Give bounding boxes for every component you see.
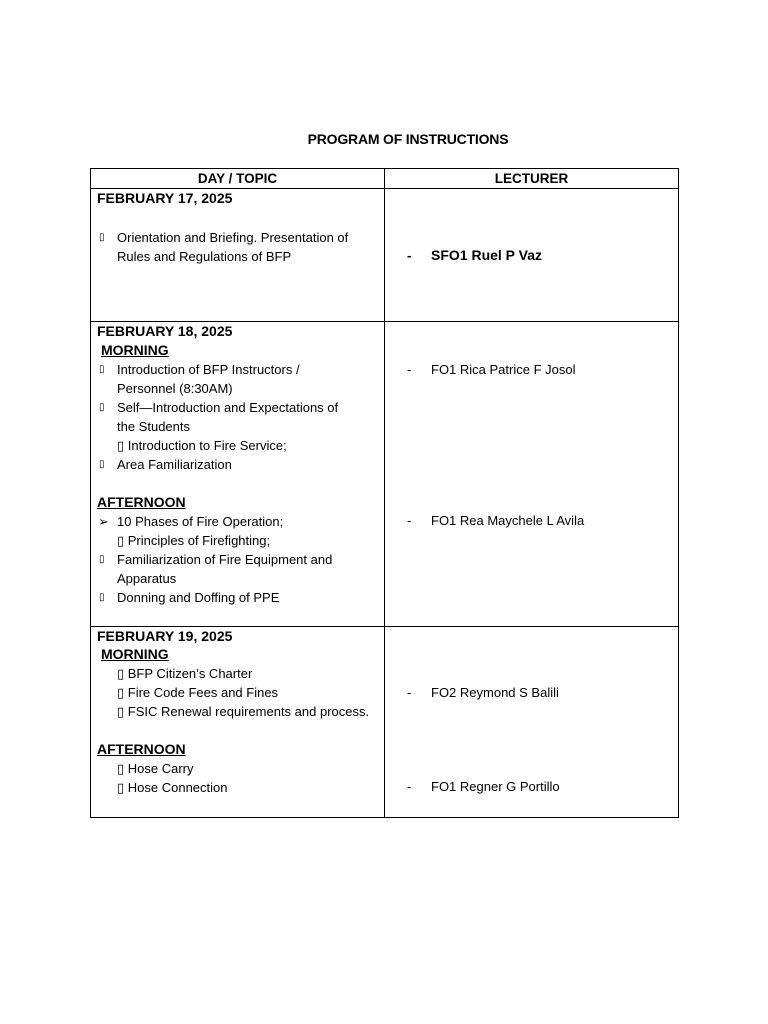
- dash-icon: -: [407, 513, 412, 528]
- lecturer-cell: [385, 189, 679, 322]
- dash-icon: -: [407, 685, 412, 700]
- topic-item: Introduction of BFP Instructors /: [117, 362, 300, 377]
- bullet-icon: ▯: [99, 232, 105, 243]
- afternoon-label: AFTERNOON: [97, 741, 186, 757]
- topic-item: ▯ FSIC Renewal requirements and process.: [117, 704, 370, 719]
- bullet-icon: ▯: [99, 459, 105, 470]
- morning-label: MORNING: [101, 342, 169, 358]
- header-row: [91, 169, 679, 189]
- table-row: [91, 627, 679, 818]
- header-day-topic: DAY / TOPIC: [91, 169, 385, 189]
- topic-item: ▯ Introduction to Fire Service;: [117, 438, 287, 453]
- table-row: [91, 322, 679, 627]
- lecturer-cell: [385, 627, 679, 818]
- lecturer-cell: [385, 322, 679, 627]
- table-row: [91, 189, 679, 322]
- topic-item-cont: the Students: [117, 419, 190, 434]
- topic-item: Orientation and Briefing. Presentation of: [117, 230, 349, 245]
- day-topic-cell: [91, 322, 385, 627]
- lecturer-name: FO1 Regner G Portillo: [431, 779, 560, 794]
- day-date: FEBRUARY 18, 2025: [97, 323, 233, 339]
- arrow-bullet-icon: ➢: [98, 514, 109, 529]
- topic-item: Donning and Doffing of PPE: [117, 590, 280, 605]
- dash-icon: -: [407, 362, 412, 377]
- lecturer-name: FO2 Reymond S Balili: [431, 685, 559, 700]
- topic-item: Self—Introduction and Expectations of: [117, 400, 339, 415]
- program-table: [90, 168, 679, 818]
- topic-item: 10 Phases of Fire Operation;: [117, 514, 284, 529]
- dash-icon: -: [407, 248, 412, 263]
- page-title: PROGRAM OF INSTRUCTIONS: [307, 131, 509, 147]
- topic-item: ▯ Principles of Firefighting;: [117, 533, 271, 548]
- morning-label: MORNING: [101, 646, 169, 662]
- day-date: FEBRUARY 19, 2025: [97, 628, 233, 644]
- topic-item: ▯ Hose Carry: [117, 761, 194, 776]
- topic-item: ▯ Fire Code Fees and Fines: [117, 685, 279, 700]
- bullet-icon: ▯: [99, 402, 105, 413]
- day-date: FEBRUARY 17, 2025: [97, 190, 233, 206]
- day-topic-cell: [91, 189, 385, 322]
- lecturer-name: FO1 Rica Patrice F Josol: [431, 362, 576, 377]
- topic-item-cont: Apparatus: [117, 571, 177, 586]
- bullet-icon: ▯: [99, 554, 105, 565]
- topic-item: Familiarization of Fire Equipment and: [117, 552, 333, 567]
- lecturer-name: FO1 Rea Maychele L Avila: [431, 513, 585, 528]
- topic-item: ▯ Hose Connection: [117, 780, 228, 795]
- day-topic-cell: [91, 627, 385, 818]
- header-lecturer: LECTURER: [385, 169, 679, 189]
- topic-item: Area Familiarization: [117, 457, 232, 472]
- bullet-icon: ▯: [99, 364, 105, 375]
- afternoon-label: AFTERNOON: [97, 494, 186, 510]
- lecturer-name: SFO1 Ruel P Vaz: [431, 247, 543, 263]
- topic-item-cont: Rules and Regulations of BFP: [117, 249, 292, 264]
- topic-item-cont: Personnel (8:30AM): [117, 381, 233, 396]
- topic-item: ▯ BFP Citizen’s Charter: [117, 666, 253, 681]
- bullet-icon: ▯: [99, 592, 105, 603]
- dash-icon: -: [407, 779, 412, 794]
